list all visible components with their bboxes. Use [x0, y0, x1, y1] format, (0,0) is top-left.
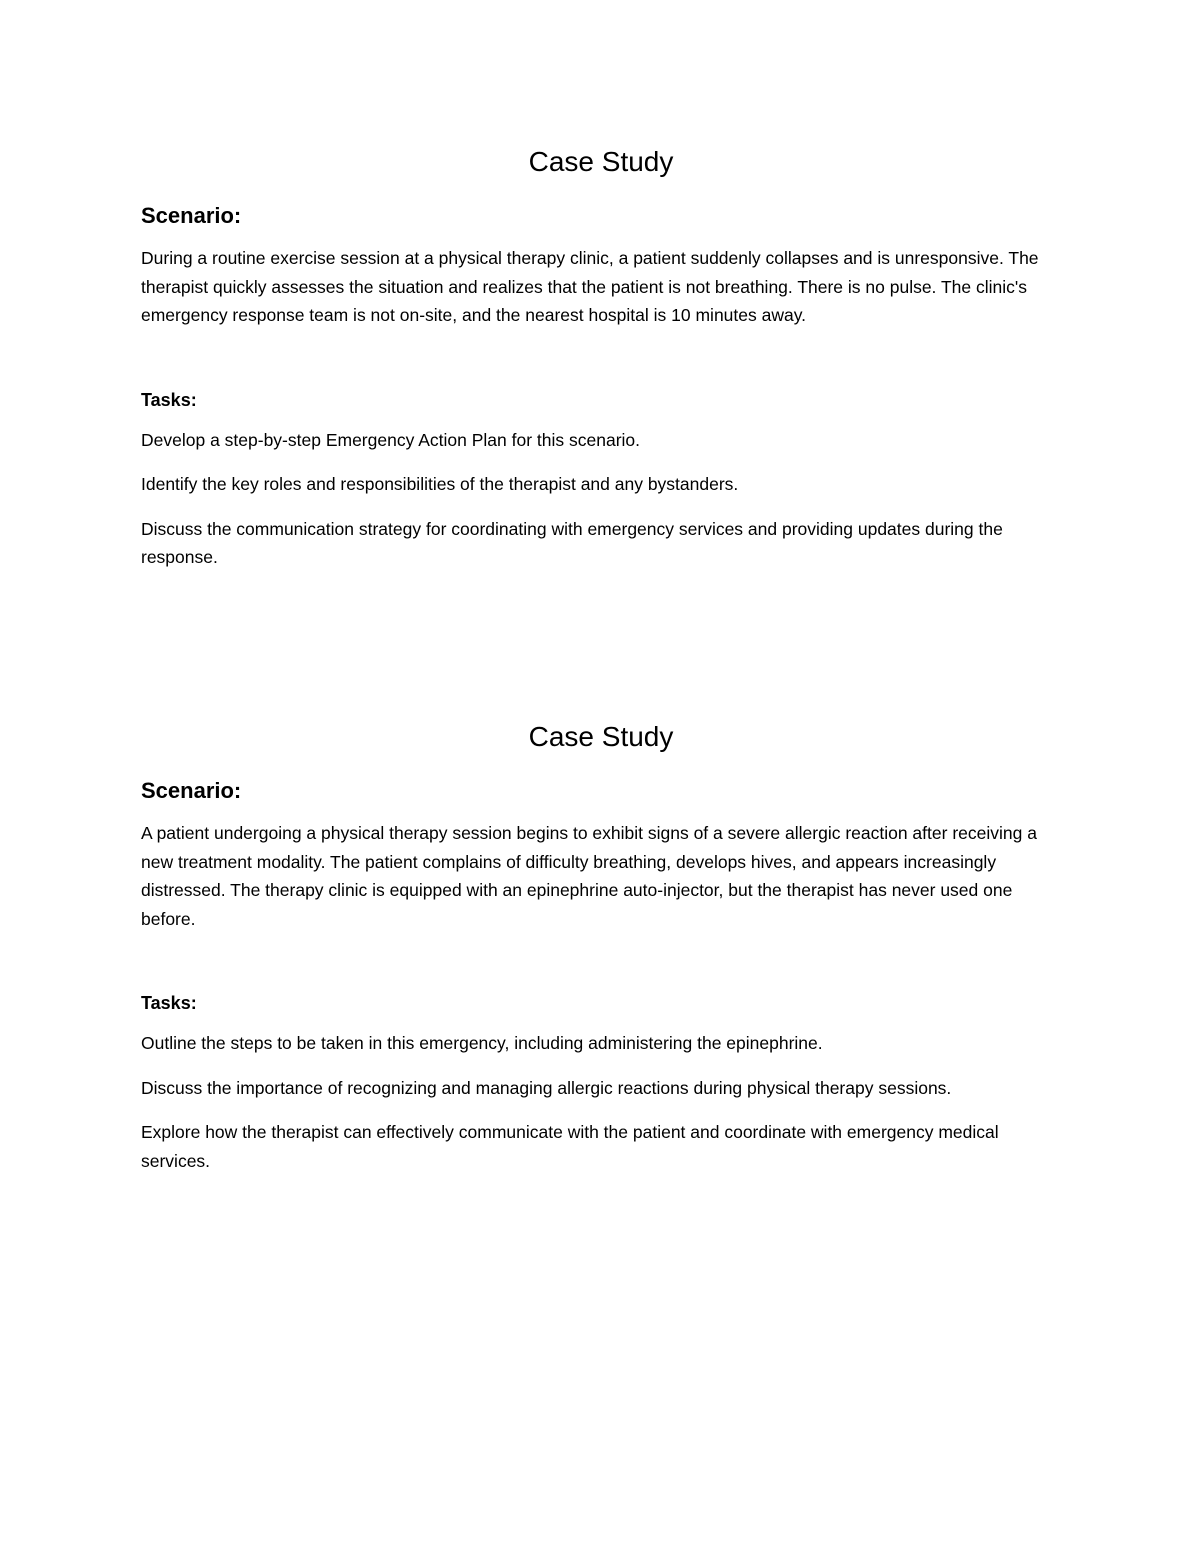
task-item: Discuss the importance of recognizing and managing allergic reactions during physical therapy sessions.	[141, 1077, 952, 1098]
case-study-2	[141, 719, 1061, 1191]
task-item: Outline the steps to be taken in this emergency, including administering the epinephrine.	[141, 1033, 823, 1053]
scenario-heading: Scenario:	[141, 203, 242, 228]
case-title: Case Study	[528, 146, 674, 177]
task-item: Discuss the communication strategy for coordinating with emergency services and providing updates during the response.	[141, 518, 1003, 567]
document-page	[141, 0, 1061, 1553]
task-item: Identify the key roles and responsibilities of the therapist and any bystanders.	[141, 474, 739, 494]
case-study-1	[141, 144, 1061, 588]
task-item: Explore how the therapist can effectively communicate with the patient and coordinate with emergency medical services.	[141, 1122, 999, 1171]
tasks-heading: Tasks:	[141, 389, 197, 410]
scenario-text: A patient undergoing a physical therapy session begins to exhibit signs of a severe allergic reaction after receiving a new treatment modality. The patient complains of difficulty breathing, develops hives, and appears increasingly distressed. The therapy clinic is equipped with an epinephrine auto-injector, but the therapist has never used one before.	[141, 823, 1037, 929]
tasks-heading: Tasks:	[141, 993, 197, 1013]
scenario-heading: Scenario:	[141, 778, 242, 803]
case-title: Case Study	[528, 721, 674, 752]
scenario-text: During a routine exercise session at a physical therapy clinic, a patient suddenly collapses and is unresponsive. The therapist quickly assesses the situation and realizes that the patient is not breathing. There is no pulse. The clinic's emergency response team is not on-site, and the nearest hospital is 10 minutes away.	[141, 248, 1039, 325]
task-item: Develop a step-by-step Emergency Action Plan for this scenario.	[141, 429, 640, 450]
